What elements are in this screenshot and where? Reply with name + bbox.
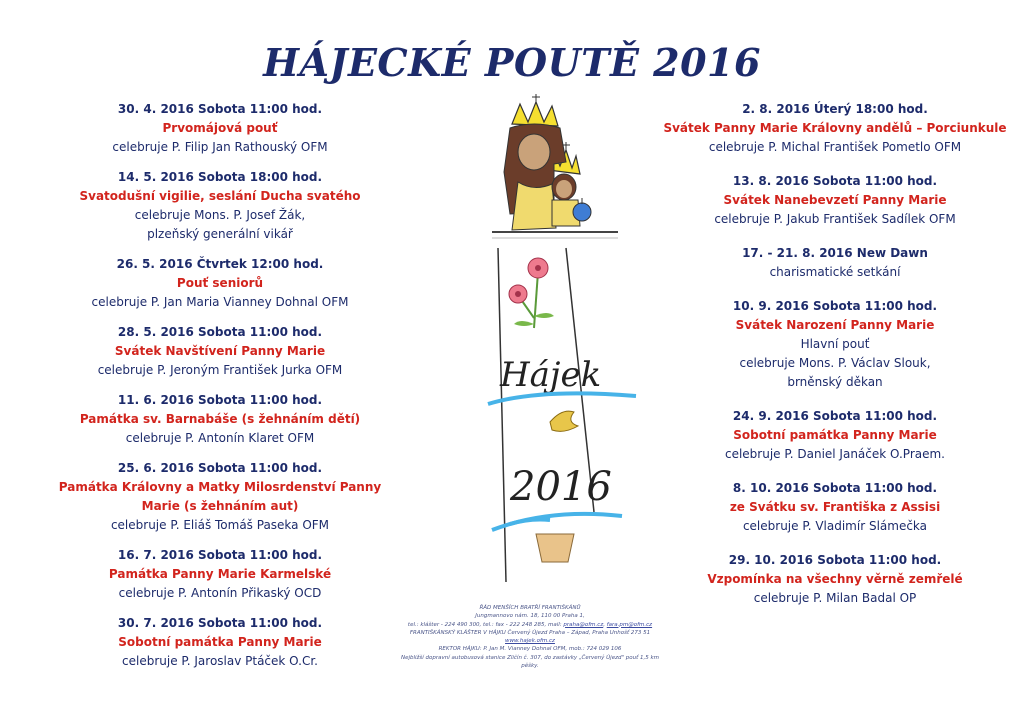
event-info: celebruje P. Eliáš Tomáš Paseka OFM: [110, 518, 330, 532]
event-item: [40, 614, 400, 671]
website-link[interactable]: www.hajek.ofm.cz: [505, 638, 555, 645]
event-date: 11. 6. 2016 Sobota 11:00 hod.: [117, 393, 323, 407]
dove-icon: [550, 411, 578, 431]
event-name: Svatodušní vigilie, seslání Ducha svatého: [79, 189, 361, 203]
event-date: 25. 6. 2016 Sobota 11:00 hod.: [117, 461, 323, 475]
event-name: Svátek Panny Marie Královny andělů – Porciunkule: [663, 121, 1007, 135]
pot-icon: [536, 534, 574, 562]
event-info: brněnský děkan: [787, 375, 883, 389]
footer-line: FRANTIŠKÁNSKÝ KLÁŠTER V HÁJKU Červený Újezd Praha – Západ, Praha Unhošť 273 51: [409, 629, 651, 636]
event-date: 30. 4. 2016 Sobota 11:00 hod.: [117, 102, 323, 116]
event-info: celebruje P. Jaroslav Ptáček O.Cr.: [122, 654, 318, 668]
event-item: [660, 479, 1010, 536]
page-title: HÁJECKÉ POUTĚ 2016: [263, 40, 761, 85]
event-date: 14. 5. 2016 Sobota 18:00 hod.: [117, 170, 323, 184]
event-name: Památka Panny Marie Karmelské: [108, 567, 332, 581]
event-item: [660, 100, 1010, 157]
event-date: 29. 10. 2016 Sobota 11:00 hod.: [728, 553, 942, 567]
event-item: [40, 391, 400, 448]
events-column-right: [660, 100, 1010, 623]
footer-line: Jungmannovo nám. 18, 110 00 Praha 1,: [475, 613, 585, 620]
event-date: 26. 5. 2016 Čtvrtek 12:00 hod.: [116, 257, 324, 271]
event-date: 13. 8. 2016 Sobota 11:00 hod.: [732, 174, 938, 188]
hajek-artwork: [470, 92, 640, 602]
event-name: Sobotní památka Panny Marie: [118, 635, 322, 649]
event-name: Vzpomínka na všechny věrně zemřelé: [707, 572, 963, 586]
event-info: celebruje P. Antonín Přikaský OCD: [118, 586, 322, 600]
email-link[interactable]: fara.pm@ofm.cz: [606, 621, 653, 628]
event-info: celebruje P. Filip Jan Rathouský OFM: [112, 140, 328, 154]
event-item: [40, 168, 400, 244]
event-item: [40, 255, 400, 312]
event-date: 28. 5. 2016 Sobota 11:00 hod.: [117, 325, 323, 339]
event-date: 30. 7. 2016 Sobota 11:00 hod.: [117, 616, 323, 630]
footer-line: Nejbližší dopravní autobusová stanice Zličín č. 307, do zastávky „Červený Újezd" pouť 1,5 km pěšky.: [400, 654, 660, 670]
event-item: [660, 407, 1010, 464]
event-item: [40, 459, 400, 535]
event-date: 8. 10. 2016 Sobota 11:00 hod.: [732, 481, 938, 495]
event-info: celebruje P. Daniel Janáček O.Praem.: [724, 447, 945, 461]
event-info: Hlavní pouť: [800, 337, 870, 351]
event-name: Svátek Narození Panny Marie: [735, 318, 935, 332]
event-info: charismatické setkání: [769, 265, 901, 279]
event-info: celebruje Mons. P. Josef Žák,: [134, 208, 306, 222]
event-item: [40, 100, 400, 157]
event-item: [660, 551, 1010, 608]
footer-line: ŘÁD MENŠÍCH BRATŘÍ FRANTIŠKÁNŮ: [479, 605, 581, 611]
event-info: celebruje P. Milan Badal OP: [753, 591, 917, 605]
event-info: plzeňský generální vikář: [147, 227, 293, 241]
event-info: celebruje P. Vladimír Slámečka: [742, 519, 928, 533]
footer-line: REKTOR HÁJKU: P. Jan M. Vianney Dohnal OFM, mob.: 724 029 106: [438, 646, 622, 653]
madonna-crown-icon: [512, 94, 558, 126]
events-column-left: [40, 100, 400, 682]
event-info: celebruje P. Jakub František Sadílek OFM: [714, 212, 956, 226]
event-info: celebruje P. Jan Maria Vianney Dohnal OFM: [91, 295, 349, 309]
event-date: 2. 8. 2016 Úterý 18:00 hod.: [742, 102, 928, 116]
event-item: [660, 297, 1010, 392]
event-item: [660, 172, 1010, 229]
email-link[interactable]: praha@ofm.cz: [563, 621, 604, 628]
event-info: celebruje P. Michal František Pometlo OFM: [708, 140, 962, 154]
event-name: Sobotní památka Panny Marie: [733, 428, 937, 442]
event-info: celebruje P. Jeroným František Jurka OFM: [97, 363, 343, 377]
event-date: 24. 9. 2016 Sobota 11:00 hod.: [732, 409, 938, 423]
flower-icon: [509, 258, 554, 328]
event-item: [40, 323, 400, 380]
event-date: 10. 9. 2016 Sobota 11:00 hod.: [732, 299, 938, 313]
event-name: Pouť seniorů: [176, 276, 264, 290]
event-info: celebruje P. Antonín Klaret OFM: [125, 431, 315, 445]
event-name: Svátek Navštívení Panny Marie: [114, 344, 326, 358]
event-name: Svátek Nanebevzetí Panny Marie: [723, 193, 947, 207]
artwork-word: Hájek: [500, 355, 602, 395]
artwork-year: 2016: [510, 464, 612, 510]
event-info: celebruje Mons. P. Václav Slouk,: [739, 356, 931, 370]
footer-line: tel.: klášter - 224 490 300, tel.: fax - 222 248 285, mail: praha@ofm.cz, fara.pm@ofm.cz: [407, 621, 653, 628]
event-item: [660, 244, 1010, 282]
child-figure: [552, 174, 591, 226]
event-item: [40, 546, 400, 603]
event-date: 16. 7. 2016 Sobota 11:00 hod.: [117, 548, 323, 562]
event-name: Prvomájová pouť: [162, 121, 278, 135]
event-date: 17. - 21. 8. 2016 New Dawn: [742, 246, 928, 260]
footer-contact: [400, 604, 660, 670]
event-name: Památka sv. Barnabáše (s žehnáním dětí): [79, 412, 361, 426]
event-name: ze Svátku sv. Františka z Assisi: [729, 500, 941, 514]
event-name: Památka Královny a Matky Milosrdenství Panny Marie (s žehnáním aut): [58, 480, 382, 513]
